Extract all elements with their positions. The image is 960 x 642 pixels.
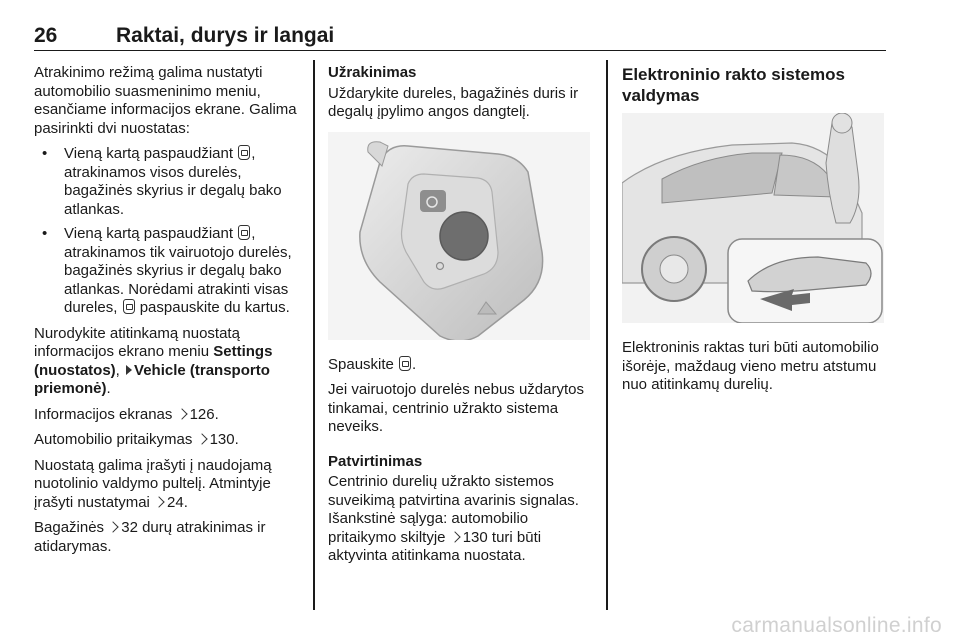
unlock-icon <box>123 299 135 314</box>
section-heading-locking: Užrakinimas <box>328 64 417 81</box>
settings-menu-label: Settings (nuostatos) <box>34 343 273 379</box>
intro-paragraph: Atrakinimo režimą galima nustatyti automobilio suasmeninimo meniu, esančiame informacijos ekrane. Galima pasirinkti dvi nuostatas: <box>34 64 297 137</box>
page-title: Raktai, durys ir langai <box>116 24 335 47</box>
confirmation-paragraph: Centrinio durelių užrakto sistemos suveikimą patvirtina avarinis signalas. Išankstinė sąlyga: automobilio pritaikymo skiltyje 130 turi būti aktyvinta atitinkama nuostata. <box>328 473 579 564</box>
electronic-key-paragraph: Elektroninis raktas turi būti automobilio išorėje, maždaug vieno metru atstumu nuo atitinkamų durelių. <box>622 339 879 393</box>
settings-list <box>34 145 306 318</box>
xref-paragraph: Informacijos ekranas 126. <box>34 405 219 423</box>
lock-icon <box>399 356 411 371</box>
xref-arrow-icon <box>108 521 119 532</box>
bullet-icon: • <box>42 145 48 162</box>
xref-arrow-icon <box>153 496 164 507</box>
car-door-illustration <box>622 113 884 323</box>
xref-paragraph: Automobilio pritaikymas 130. <box>34 431 239 448</box>
trunk-paragraph: Bagažinės 32 durų atrakinimas ir atidarymas. <box>34 519 266 555</box>
section-heading-confirmation: Patvirtinimas <box>328 452 423 470</box>
column-1 <box>34 64 306 563</box>
press-paragraph: Spauskite . <box>328 355 417 373</box>
bullet-icon: • <box>42 225 48 242</box>
unlock-icon <box>238 145 250 160</box>
xref-arrow-icon <box>176 408 187 419</box>
key-fob-illustration <box>328 132 590 340</box>
column-2 <box>328 64 596 573</box>
driver-door-paragraph: Jei vairuotojo durelės nebus uždarytos tinkamai, centrinio užrakto sistema neveiks. <box>328 381 584 435</box>
list-item: • Vieną kartą paspaudžiant , atrakinamos tik vairuotojo durelės, bagažinės skyrius ir degalų bako atlankas. Norėdami atrakinti visas dureles, paspauskite du kartus. <box>42 225 292 316</box>
watermark: carmanualsonline.info <box>731 614 942 637</box>
column-divider-2 <box>606 60 608 610</box>
vehicle-menu-label: Vehicle (transporto priemonė) <box>34 361 270 397</box>
list-item: • Vieną kartą paspaudžiant , atrakinamos visos durelės, bagažinės skyrius ir degalų bako atlankas. <box>42 145 282 218</box>
column-divider-1 <box>313 60 315 610</box>
key-fob-icon <box>328 132 590 340</box>
menu-path-paragraph: Nurodykite atitinkamą nuostatą informacijos ekrano meniu Settings (nuostatos), Vehicle (transporto priemonė). <box>34 324 273 397</box>
unlock-icon <box>238 225 250 240</box>
column-3 <box>622 64 890 402</box>
xref-arrow-icon <box>196 433 207 444</box>
car-handle-icon <box>622 113 884 323</box>
section-heading-electronic-key: Elektroninio rakto sistemos valdymas <box>622 65 845 105</box>
locking-paragraph: Uždarykite dureles, bagažinės duris ir degalų įpylimo angos dangtelį. <box>328 84 579 120</box>
xref-arrow-icon <box>449 531 460 542</box>
memory-paragraph: Nuostatą galima įrašyti į naudojamą nuotolinio valdymo pultelį. Atmintyje įrašyti nustatymai 24. <box>34 456 272 511</box>
menu-arrow-icon <box>126 365 132 375</box>
page-header <box>34 18 886 51</box>
page-number: 26 <box>34 24 58 47</box>
